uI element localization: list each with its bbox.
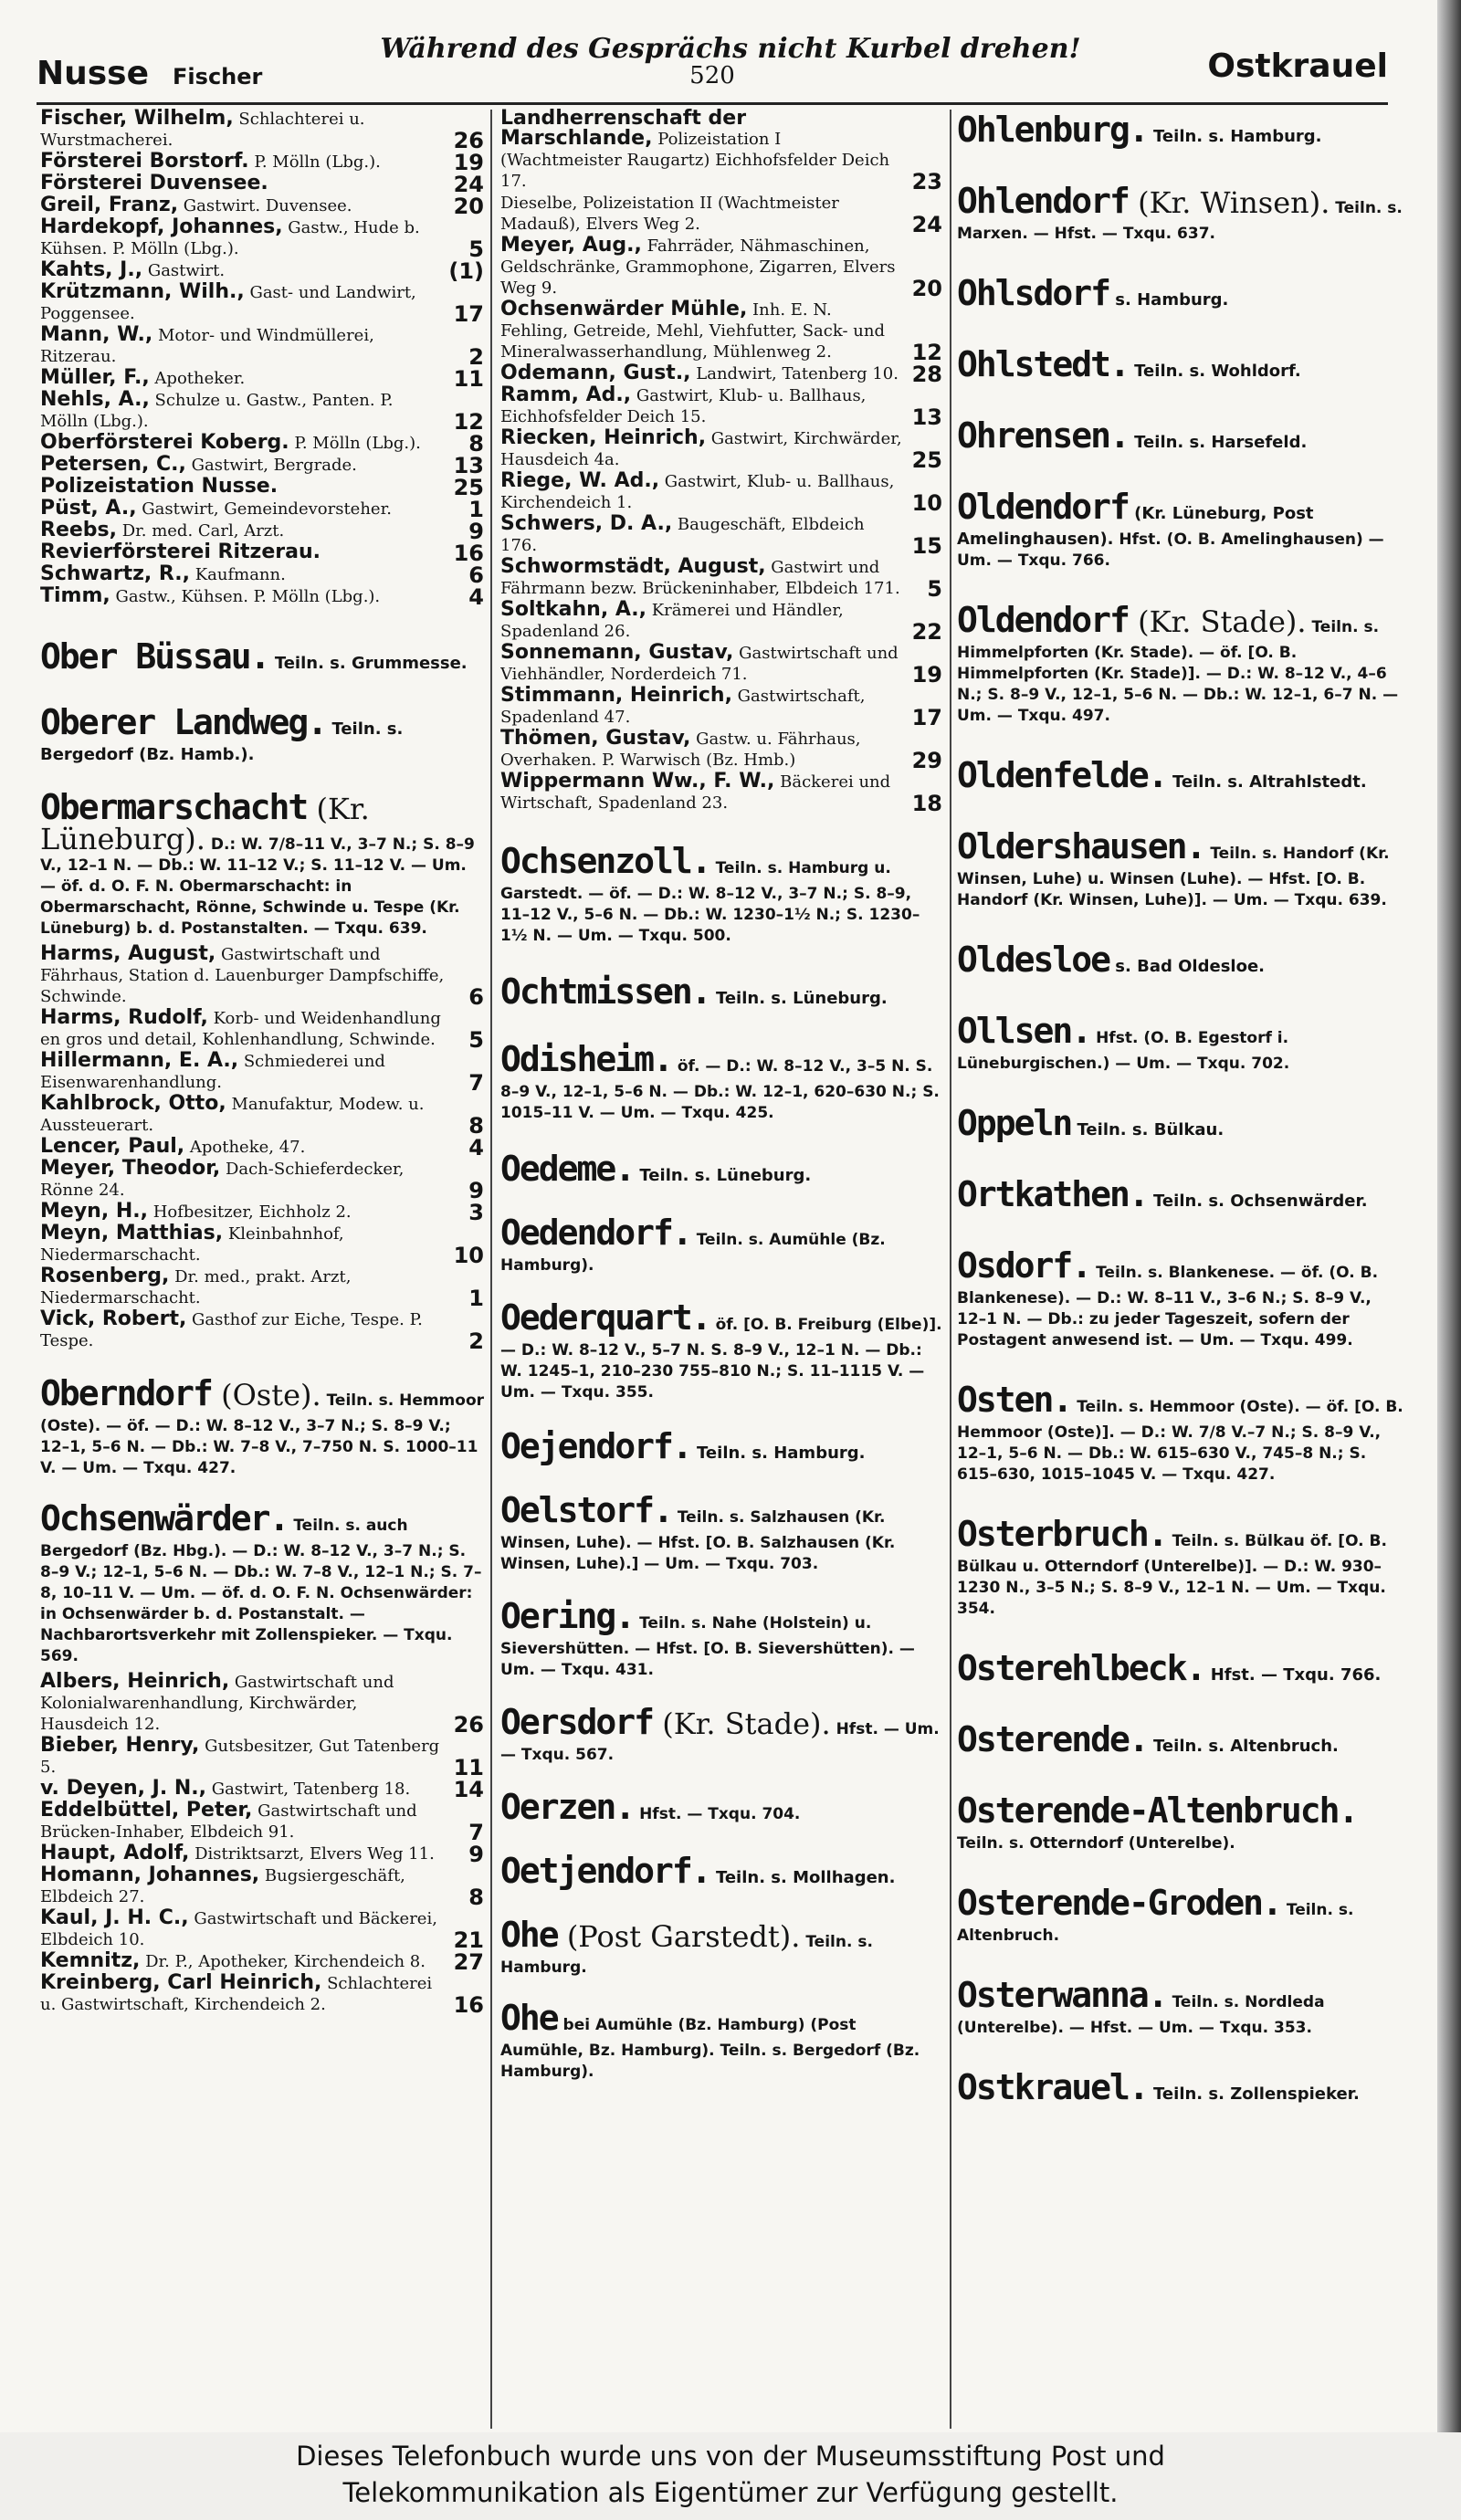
nusse-entries [40,108,484,610]
list-item: Schwartz, R., Kaufmann. 6 [40,562,484,588]
place-heading: Osterwanna. Teiln. s. Nordleda (Unterelbe). — Hfst. — Um. — Txqu. 353. [957,1975,1325,2037]
place-heading: Oberer Landweg. Teiln. s. Bergedorf (Bz. Hamb.). [40,702,404,764]
list-item: Homann, Johannes, Bugsiergeschäft, Elbdeich 27. 8 [40,1864,484,1910]
list-item: Eddelbüttel, Peter, Gastwirtschaft und Brücken-Inhaber, Elbdeich 91. 7 [40,1799,484,1845]
place-heading: Osterbruch. Teiln. s. Bülkau öf. [O. B. Bülkau u. Otterndorf (Unterelbe)]. — D.: W. 930–1230 N., 3–5 N.; S. 8–9 V., 12–1 N. — Um. — Txqu. 354. [957,1514,1387,1618]
list-item: Ochsenwärder Mühle, Inh. E. N. Fehling, Getreide, Mehl, Viehfutter, Sack- und Mineralwasserhandlung, Mühlenweg 2. 12 [500,298,942,365]
obermarschacht-entries [40,942,484,1354]
place-heading: Osterende-Groden. Teiln. s. Altenbruch. [957,1883,1354,1945]
place-heading: Oederquart. öf. [O. B. Freiburg (Elbe)]. — D.: W. 8–12 V., 5–7 N. S. 8–9 V., 12–1 N. — Db.: W. 1245–1, 210–230 755–810 N.; S. 11–1115 V. — Um. — Txqu. 355. [500,1297,942,1402]
place-heading: Oldendorf (Kr. Stade). Teiln. s. Himmelpforten (Kr. Stade). — öf. [O. B. Himmelpforten (Kr. Stade)]. — D.: W. 8–12 V., 4–6 N.; S. 8–9 V., 12–1, 5–6 N. — Db.: W. 12–1, 6–7 N. — Um. — Txqu. 497. [957,600,1399,725]
place-heading: Ohlstedt. Teiln. s. Wohldorf. [957,344,1301,384]
list-item: Dieselbe, Polizeistation II (Wachtmeister Madauß), Elvers Weg 2. 24 [500,194,942,237]
list-item: Kemnitz, Dr. P., Apotheker, Kirchendeich 8. 27 [40,1949,484,1975]
list-item: v. Deyen, J. N., Gastwirt, Tatenberg 18. 14 [40,1777,484,1802]
list-item: Försterei Borstorf. P. Mölln (Lbg.). 19 [40,150,484,175]
place-heading: Ostkrauel. Teiln. s. Zollenspieker. [957,2067,1360,2107]
place-heading: Oppeln Teiln. s. Bülkau. [957,1103,1225,1143]
place-heading: Osten. Teiln. s. Hemmoor (Oste). — öf. [O. B. Hemmoor (Oste)]. — D.: W. 7/8 V.–7 N.; S. 8–9 V., 12–1, 5–6 N. — Db.: W. 615–630 V., 745–8 N.; S. 615–630, 1015–1045 V. — Txqu. 427. [957,1380,1403,1484]
list-item: Meyn, H., Hofbesitzer, Eichholz 2. 3 [40,1200,484,1225]
list-item: Albers, Heinrich, Gastwirtschaft und Kolonialwarenhandlung, Kirchwärder, Hausdeich 12. 26 [40,1670,484,1738]
list-item: Thömen, Gustav, Gastw. u. Fährhaus, Overhaken. P. Warwisch (Bz. Hmb.) 29 [500,727,942,773]
list-item: Müller, F., Apotheker. 11 [40,366,484,392]
page-header [37,31,1388,95]
place-heading: Ohrensen. Teiln. s. Harsefeld. [957,415,1308,456]
place-heading: Oldenfelde. Teiln. s. Altrahlstedt. [957,755,1367,795]
place-heading: Osterende. Teiln. s. Altenbruch. [957,1719,1339,1759]
place-heading: Oejendorf. Teiln. s. Hamburg. [500,1426,866,1466]
place-heading: Ochtmissen. Teiln. s. Lüneburg. [500,971,888,1012]
place-heading: Odisheim. öf. — D.: W. 8–12 V., 3–5 N. S. 8–9 V., 12–1, 5–6 N. — Db.: W. 12–1, 620–630 N.; S. 1015–11 V. — Um. — Txqu. 425. [500,1039,940,1122]
place-heading: Ober Büssau. Teiln. s. Grummesse. [40,636,468,677]
column-2 [500,108,942,2427]
place-heading: Ohlendorf (Kr. Winsen). Teiln. s. Marxen. — Hfst. — Txqu. 637. [957,181,1403,243]
place-heading: Ortkathen. Teiln. s. Ochsenwärder. [957,1174,1368,1214]
place-heading: Oerzen. Hfst. — Txqu. 704. [500,1787,801,1827]
column-divider [950,110,951,2429]
place-heading: Osterehlbeck. Hfst. — Txqu. 766. [957,1648,1382,1688]
place-heading: Ohe bei Aumühle (Bz. Hamburg) (Post Aumühle, Bz. Hamburg). Teiln. s. Bergedorf (Bz. Hamburg). [500,1998,920,2081]
list-item: Püst, A., Gastwirt, Gemeindevorsteher. 1 [40,497,484,522]
list-item: Hardekopf, Johannes, Gastw., Hude b. Kühsen. P. Mölln (Lbg.). 5 [40,215,484,262]
list-item: Lencer, Paul, Apotheke, 47. 4 [40,1135,484,1160]
place-heading: Obermarschacht (Kr. Lüneburg). D.: W. 7/8–11 V., 3–7 N.; S. 8–9 V., 12–1 N. — Db.: W. 11–12 V.; S. 11–12 V. — Um. — öf. d. O. F. N. Obermarschacht: in Obermarschacht, Rönne, Schwinde u. Tespe (Kr. Lüneburg) b. d. Postanstalten. — Txqu. 639. [40,787,475,938]
list-item: Bieber, Henry, Gutsbesitzer, Gut Tatenberg 5. 11 [40,1734,484,1780]
column-1 [40,108,484,2427]
place-heading: Osdorf. Teiln. s. Blankenese. — öf. (O. B. Blankenese). — D.: W. 8–11 V., 3–6 N.; S. 8–9 V., 12–1 N. — Db.: zu jeder Tageszeit, sofern der Postagent anwesend ist. — Um. — Txqu. 499. [957,1245,1379,1349]
list-item: Harms, Rudolf, Korb- und Weidenhandlung en gros und detail, Kohlenhandlung, Schwinde. 5 [40,1006,484,1053]
list-item: Mann, W., Motor- und Windmüllerei, Ritzerau. 2 [40,323,484,370]
list-item: Wippermann Ww., F. W., Bäckerei und Wirtschaft, Spadenland 23. 18 [500,770,942,816]
ownership-notice-line-2: Telekommunikation als Eigentümer zur Verfügung gestellt. [342,2477,1119,2508]
list-item: Odemann, Gust., Landwirt, Tatenberg 10. 28 [500,362,942,387]
list-item: Riege, W. Ad., Gastwirt, Klub- u. Ballhaus, Kirchendeich 1. 10 [500,469,942,516]
header-left-keyword: Nusse Fischer [37,55,263,92]
list-item: Timm, Gastw., Kühsen. P. Mölln (Lbg.). 4 [40,584,484,610]
list-item: Fischer, Wilhelm, Schlachterei u. Wurstmacherei. 26 [40,108,484,153]
list-item: Kreinberg, Carl Heinrich, Schlachterei u. Gastwirtschaft, Kirchendeich 2. 16 [40,1971,484,2018]
list-item: Greil, Franz, Gastwirt. Duvensee. 20 [40,194,484,219]
list-item: Haupt, Adolf, Distriktsarzt, Elvers Weg 11. 9 [40,1842,484,1867]
place-heading: Oldendorf (Kr. Lüneburg, Post Amelinghausen). Hfst. (O. B. Amelinghausen) — Um. — Txqu. 766. [957,487,1384,570]
list-item: Krützmann, Wilh., Gast- und Landwirt, Poggensee. 17 [40,280,484,327]
list-item: Stimmann, Heinrich, Gastwirtschaft, Spadenland 47. 17 [500,684,942,730]
place-heading: Ohlsdorf s. Hamburg. [957,273,1229,313]
list-item: Rosenberg, Dr. med., prakt. Arzt, Niedermarschacht. 1 [40,1265,484,1311]
list-item: Oberförsterei Koberg. P. Mölln (Lbg.). 8 [40,431,484,457]
list-item: Sonnemann, Gustav, Gastwirtschaft und Viehhändler, Norderdeich 71. 19 [500,641,942,688]
place-heading: Ollsen. Hfst. (O. B. Egestorf i. Lüneburgischen.) — Um. — Txqu. 702. [957,1011,1290,1073]
list-item: Nehls, A., Schulze u. Gastw., Panten. P. Mölln (Lbg.). 12 [40,388,484,435]
column-divider [490,110,492,2429]
page-edge-shadow [1437,0,1461,2432]
list-item: Soltkahn, A., Krämerei und Händler, Spadenland 26. 22 [500,598,942,645]
list-item: Riecken, Heinrich, Gastwirt, Kirchwärder, Hausdeich 4a. 25 [500,426,942,473]
header-warning: Während des Gesprächs nicht Kurbel drehen! [380,33,1081,65]
list-item: Landherrenschaft der Marschlande, Polizeistation I (Wachtmeister Raugartz) Eichhofsfelder Deich 17. 23 [500,108,942,194]
list-item: Harms, August, Gastwirtschaft und Fährhaus, Station d. Lauenburger Dampfschiffe, Schwinde. 6 [40,942,484,1010]
list-item: Reebs, Dr. med. Carl, Arzt. 9 [40,519,484,544]
list-item: Vick, Robert, Gasthof zur Eiche, Tespe. P. Tespe. 2 [40,1307,484,1354]
ochsenwaerder-entries [40,1670,484,2018]
list-item: Schwers, D. A., Baugeschäft, Elbdeich 176. 15 [500,512,942,559]
ownership-notice-line-1: Dieses Telefonbuch wurde uns von der Museumsstiftung Post und [296,2441,1165,2472]
list-item: Meyn, Matthias, Kleinbahnhof, Niedermarschacht. 10 [40,1222,484,1268]
place-heading: Ochsenwärder. Teiln. s. auch Bergedorf (Bz. Hbg.). — D.: W. 8–12 V., 3–7 N.; S. 8–9 V.; 12–1, 5–6 N. — Db.: W. 7–8 V., 12–1 N.; S. 7–8, 10–11 V. — Um. — öf. d. O. F. N. Ochsenwärder: in Ochsenwärder b. d. Postanstalt. — Nachbarortsverkehr mit Zollenspieker. — Txqu. 569. [40,1498,482,1665]
page-number: 520 [689,62,735,89]
place-heading: Oelstorf. Teiln. s. Salzhausen (Kr. Winsen, Luhe). — Hfst. [O. B. Salzhausen (Kr. Winsen, Luhe).] — Um. — Txqu. 703. [500,1490,896,1573]
list-item: Revierförsterei Ritzerau. 16 [40,541,484,566]
place-heading: Oldershausen. Teiln. s. Handorf (Kr. Winsen, Luhe) u. Winsen (Luhe). — Hfst. [O. B. Handorf (Kr. Winsen, Luhe)]. — Um. — Txqu. 639. [957,826,1390,909]
list-item: Hillermann, E. A., Schmiederei und Eisenwarenhandlung. 7 [40,1049,484,1096]
ownership-notice [0,2432,1461,2520]
place-heading: Oetjendorf. Teiln. s. Mollhagen. [500,1851,896,1891]
list-item: Meyer, Aug., Fahrräder, Nähmaschinen, Geldschränke, Grammophone, Zigarren, Elvers Weg 9. 20 [500,234,942,301]
list-item: Petersen, C., Gastwirt, Bergrade. 13 [40,453,484,478]
column-3 [957,108,1404,2427]
list-item: Ramm, Ad., Gastwirt, Klub- u. Ballhaus, Eichhofsfelder Deich 15. 13 [500,383,942,430]
place-heading: Oldesloe s. Bad Oldesloe. [957,940,1265,980]
list-item: Kaul, J. H. C., Gastwirtschaft und Bäckerei, Elbdeich 10. 21 [40,1906,484,1953]
list-item: Försterei Duvensee. 24 [40,172,484,197]
list-item: Schwormstädt, August, Gastwirt und Fährmann bezw. Brückeninhaber, Elbdeich 171. 5 [500,555,942,602]
list-item: Polizeistation Nusse. 25 [40,475,484,500]
header-right-keyword: Ostkrauel [1207,47,1388,85]
header-rule [37,102,1388,105]
place-heading: Oedendorf. Teiln. s. Aumühle (Bz. Hamburg). [500,1213,886,1275]
ochsenwaerder-entries-continued [500,109,942,814]
place-heading: Ohlenburg. Teiln. s. Hamburg. [957,110,1322,150]
list-item: Meyer, Theodor, Dach-Schieferdecker, Rönne 24. 9 [40,1157,484,1203]
header-left-small: Fischer [173,64,263,89]
place-heading: Osterende-Altenbruch. Teiln. s. Otterndorf (Unterelbe). [957,1790,1358,1853]
place-heading: Oedeme. Teiln. s. Lüneburg. [500,1149,812,1189]
list-item: Kahts, J., Gastwirt. (1) [40,258,484,284]
place-heading: Oersdorf (Kr. Stade). Hfst. — Um. — Txqu. 567. [500,1702,940,1764]
place-heading: Oering. Teiln. s. Nahe (Holstein) u. Sievershütten. — Hfst. [O. B. Sievershütten). — Um. — Txqu. 431. [500,1596,915,1679]
place-heading: Ochsenzoll. Teiln. s. Hamburg u. Garstedt. — öf. — D.: W. 8–12 V., 3–7 N.; S. 8–9, 11–12 V., 5–6 N. — Db.: W. 1230–1½ N.; S. 1230–1½ N. — Um. — Txqu. 500. [500,841,920,945]
place-heading: Ohe (Post Garstedt). Teiln. s. Hamburg. [500,1915,873,1977]
place-heading: Oberndorf (Oste). Teiln. s. Hemmoor (Oste). — öf. — D.: W. 8–12 V., 3–7 N.; S. 8–9 V.; 12–1, 5–6 N. — Db.: W. 7–8 V., 7–750 N. S. 1000–11 V. — Um. — Txqu. 427. [40,1373,484,1477]
list-item: Kahlbrock, Otto, Manufaktur, Modew. u. Aussteuerart. 8 [40,1092,484,1139]
